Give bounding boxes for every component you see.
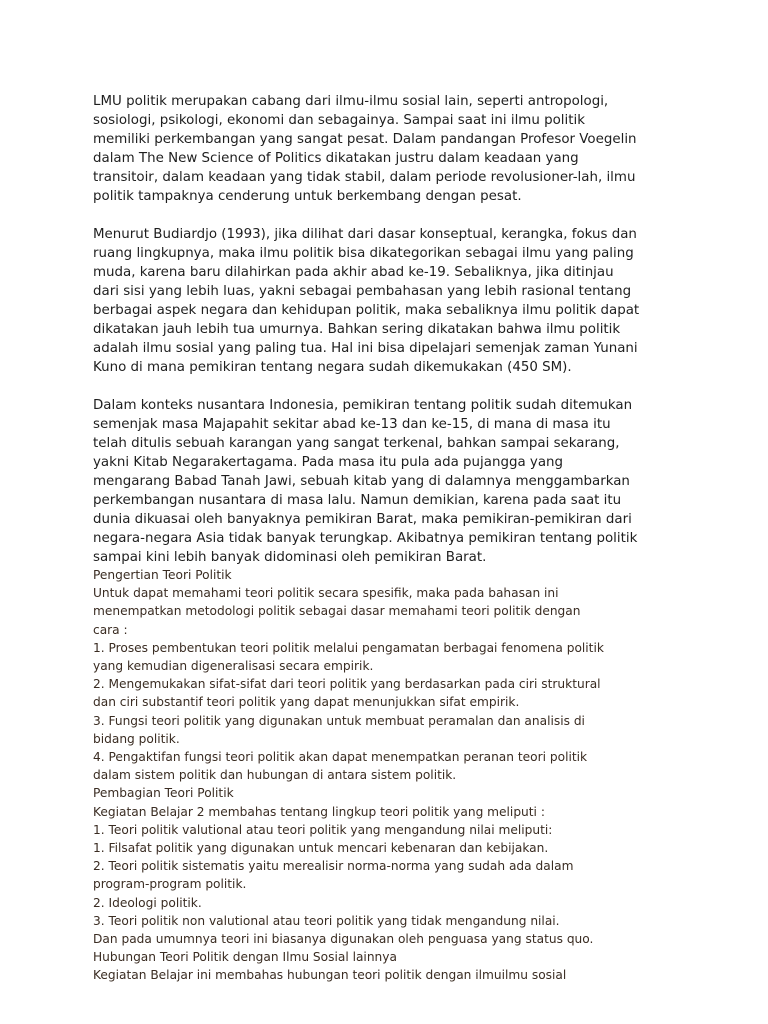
- list-item: 2. Mengemukakan sifat-sifat dari teori politik yang berdasarkan pada ciri struktural dan ciri substantif teori politik yang dapat menunjukkan sifat empirik.: [93, 677, 601, 710]
- text-line: Kegiatan Belajar 2 membahas tentang lingkup teori politik yang meliputi :: [93, 804, 545, 819]
- list-item: 1. Proses pembentukan teori politik melalui pengamatan berbagai fenomena politik yang kemudian digeneralisasi secara empirik.: [93, 640, 604, 674]
- paragraph: LMU politik merupakan cabang dari ilmu-ilmu sosial lain, seperti antropologi, sosiologi, psikologi, ekonomi dan sebagainya. Sampai saat ini ilmu politik memiliki perkembangan yang sangat pesat. Dalam pandangan Profesor Voegelin dalam The New Science of Politics dikatakan justru dalam keadaan yang transitoir, dalam keadaan yang tidak stabil, dalam periode revolusioner-lah, ilmu politik tampaknya cenderung untuk berkembang dengan pesat.: [93, 94, 637, 204]
- list-item: 1. Teori politik valutional atau teori politik yang mengandung nilai meliputi:: [93, 822, 553, 837]
- paragraph: Dalam konteks nusantara Indonesia, pemikiran tentang politik sudah ditemukan semenjak masa Majapahit sekitar abad ke-13 dan ke-15, di mana di masa itu telah ditulis sebuah karangan yang sangat terkenal, bahkan sampai sekarang, yakni Kitab Negarakertagama. Pada masa itu pula ada pujangga yang mengarang Babad Tanah Jawi, sebuah kitab yang di dalamnya menggambarkan perkembangan nusantara di masa lalu. Namun demikian, karena pada saat itu dunia dikuasai oleh banyaknya pemikiran Barat, maka pemikiran-pemikiran dari negara-negara Asia tidak banyak terungkap. Akibatnya pemikiran tentang politik sampai kini lebih banyak didominasi oleh pemikiran Barat.: [93, 398, 638, 565]
- text-line: Kegiatan Belajar ini membahas hubungan teori politik dengan ilmuilmu sosial: [93, 968, 567, 983]
- intro-text-block: [93, 92, 683, 567]
- list-item: 2. Ideologi politik.: [93, 895, 202, 910]
- section-heading: Pembagian Teori Politik: [93, 786, 234, 801]
- section-heading: Pengertian Teori Politik: [93, 568, 232, 582]
- paragraph: Menurut Budiardjo (1993), jika dilihat dari dasar konseptual, kerangka, fokus dan ruang lingkupnya, maka ilmu politik bisa dikategorikan sebagai ilmu yang paling muda, karena baru dilahirkan pada akhir abad ke-19. Sebaliknya, jika ditinjau dari sisi yang lebih luas, yakni sebagai pembahasan yang lebih rasional tentang berbagai aspek negara dan kehidupan politik, maka sebaliknya ilmu politik dapat dikatakan jauh lebih tua umurnya. Bahkan sering dikatakan bahwa ilmu politik adalah ilmu sosial yang paling tua. Hal ini bisa dipelajari semenjak zaman Yunani Kuno di mana pemikiran tentang negara sudah dikemukakan (450 SM).: [93, 227, 640, 375]
- section-heading: Hubungan Teori Politik dengan Ilmu Sosial lainnya: [93, 950, 397, 965]
- text-line: Dan pada umumnya teori ini biasanya digunakan oleh penguasa yang status quo.: [93, 932, 594, 947]
- list-item: 2. Teori politik sistematis yaitu merealisir norma-norma yang sudah ada dalam program-program politik.: [93, 859, 574, 892]
- list-item: 3. Teori politik non valutional atau teori politik yang tidak mengandung nilai.: [93, 913, 560, 928]
- list-item: 3. Fungsi teori politik yang digunakan untuk membuat peramalan dan analisis di bidang politik.: [93, 713, 585, 746]
- list-item: 4. Pengaktifan fungsi teori politik akan dapat menempatkan peranan teori politik dalam sistem politik dan hubungan di antara sistem politik.: [93, 750, 588, 783]
- notes-text-block: [93, 566, 683, 985]
- list-item: 1. Filsafat politik yang digunakan untuk mencari kebenaran dan kebijakan.: [93, 841, 549, 856]
- text-line: Untuk dapat memahami teori politik secara spesifik, maka pada bahasan ini menempatkan metodologi politik sebagai dasar memahami teori politik dengan cara :: [93, 586, 581, 637]
